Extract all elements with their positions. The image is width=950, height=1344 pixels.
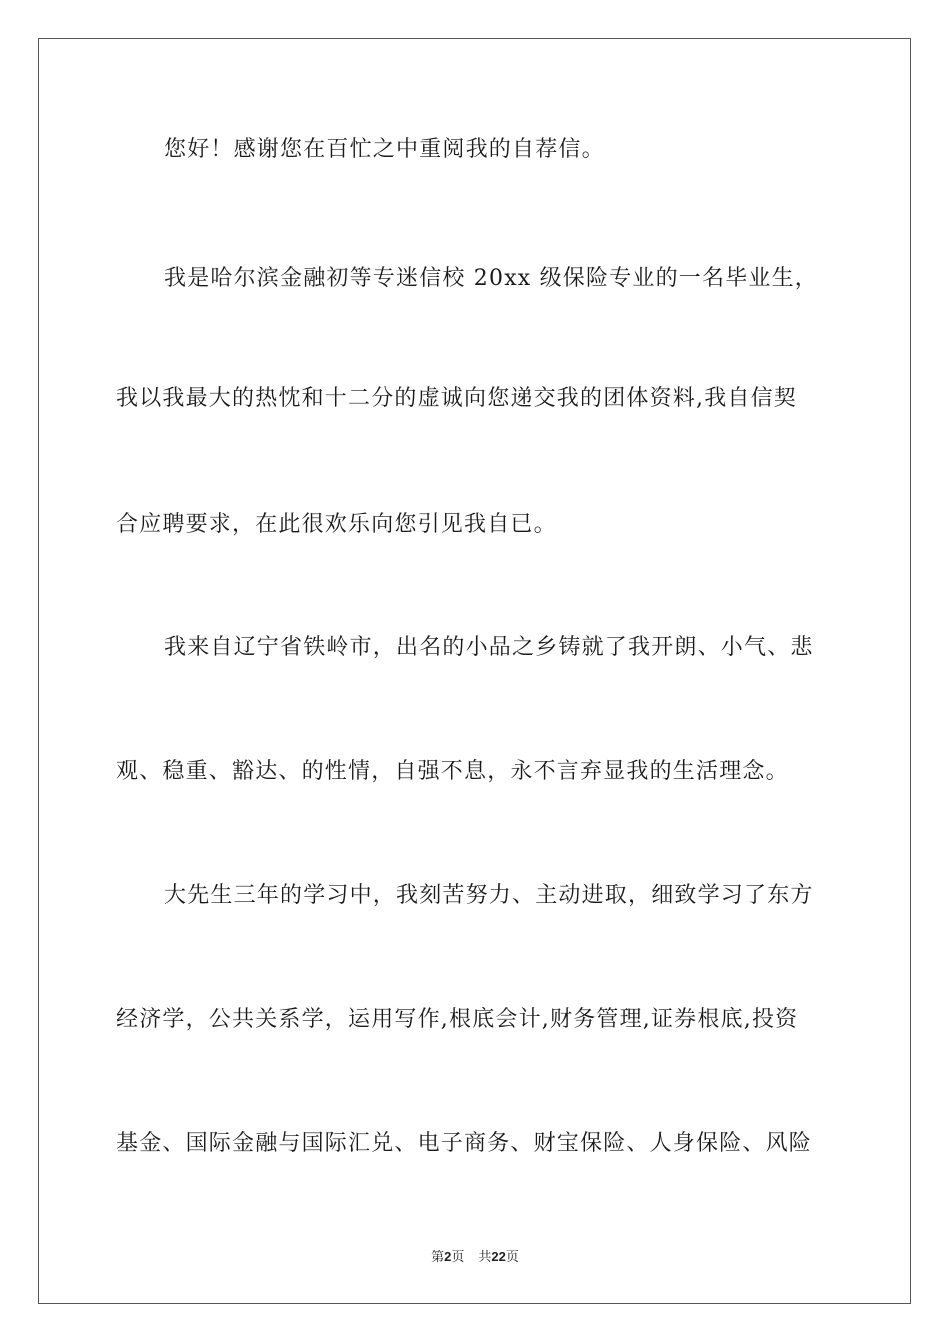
paragraph-line-2: 我是哈尔滨金融初等专迷信校 20xx 级保险专业的一名毕业生， [164,266,818,291]
footer-current-page: 2 [444,1249,452,1264]
paragraph-line-6: 观、稳重、豁达、的性情，自强不息，永不言弃显我的生活理念。 [116,759,789,784]
paragraph-line-8: 经济学，公共关系学，运用写作,根底会计,财务管理,证券根底,投资 [116,1007,799,1032]
paragraph-line-4: 合应聘要求，在此很欢乐向您引见我自已。 [116,512,557,537]
footer-page-prefix: 第 [431,1250,445,1265]
footer-total-pages: 22 [491,1249,506,1264]
paragraph-line-9: 基金、国际金融与国际汇兑、电子商务、财宝保险、人身保险、风险 [116,1131,813,1156]
paragraph-line-1: 您好！感谢您在百忙之中重阅我的自荐信。 [164,137,605,162]
paragraph-line-7: 大先生三年的学习中，我刻苦努力、主动进取，细致学习了东方 [164,883,814,908]
page-footer [0,1248,950,1267]
footer-total-suffix: 页 [505,1250,519,1265]
paragraph-line-5: 我来自辽宁省铁岭市，出名的小品之乡铸就了我开朗、小气、悲 [164,635,814,660]
footer-page-suffix: 页 [451,1250,465,1265]
paragraph-line-3: 我以我最大的热忱和十二分的虚诚向您递交我的团体资料,我自信契 [116,386,797,411]
footer-total-prefix: 共 [478,1250,492,1265]
page-border [38,38,911,1304]
